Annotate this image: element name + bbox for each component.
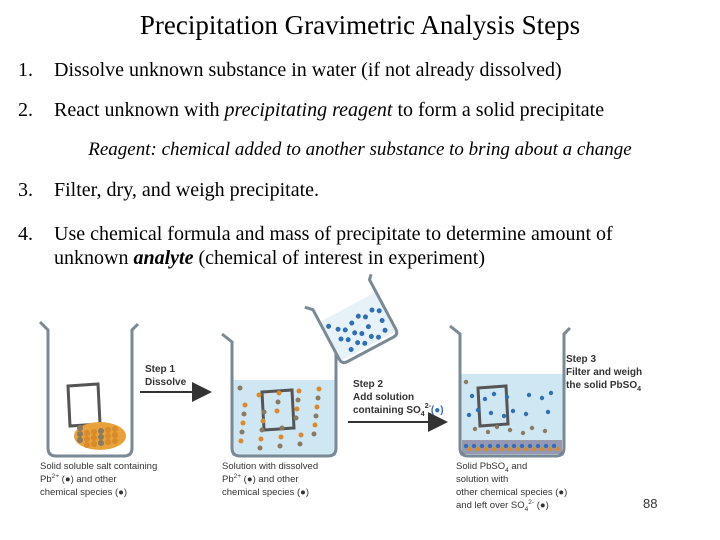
particle <box>544 444 548 448</box>
particle <box>530 426 534 430</box>
step-2-line2: containing $SO_4^{2-}(●)$ <box>353 403 444 418</box>
svg-text:Solid PbSO4 and: Solid PbSO$_4$ and <box>456 461 528 474</box>
particle <box>238 386 243 391</box>
particle <box>528 444 532 448</box>
particle <box>243 403 248 408</box>
particle <box>495 425 499 429</box>
particle <box>77 437 83 443</box>
svg-text:solution with: solution with <box>456 474 509 485</box>
particle <box>532 447 536 451</box>
particle <box>91 429 97 435</box>
particle <box>276 400 281 405</box>
beaker-1-marking <box>68 384 100 426</box>
particle <box>296 398 301 403</box>
particle <box>240 430 245 435</box>
step-3-line2: the solid PbSO$_4$ <box>566 380 642 393</box>
beaker-3 <box>450 326 570 456</box>
step-text-line1: Use chemical formula and mass of precipitate to determine amount of <box>54 223 613 245</box>
particle <box>84 436 90 442</box>
step-number: 4. <box>18 223 33 245</box>
particle <box>242 412 247 417</box>
particle <box>488 444 492 448</box>
particle <box>546 410 550 414</box>
step-text-after: (chemical of interest in experiment) <box>193 247 485 269</box>
particle <box>317 387 322 392</box>
particle <box>112 426 118 432</box>
particle <box>492 447 496 451</box>
particle <box>464 380 468 384</box>
particle <box>483 397 487 401</box>
particle <box>540 447 544 451</box>
particle <box>278 444 283 449</box>
particle <box>112 438 118 444</box>
svg-text:Solid soluble salt containing: Solid soluble salt containing <box>40 461 158 472</box>
particle <box>508 447 512 451</box>
caption-2 <box>222 461 318 498</box>
step-3-line1: Filter and weigh <box>566 367 643 378</box>
particle <box>277 391 282 396</box>
particle <box>516 447 520 451</box>
step-2-line1: Add solution <box>353 392 415 403</box>
particle <box>262 410 267 415</box>
particle <box>536 444 540 448</box>
particle <box>105 427 111 433</box>
particle <box>500 447 504 451</box>
particle <box>476 447 480 451</box>
step-text-after: to form a solid precipitate <box>392 99 605 121</box>
particle <box>508 428 512 432</box>
step-text-before: React unknown with <box>54 99 225 121</box>
particle <box>540 396 544 400</box>
particle <box>556 447 560 451</box>
particle <box>464 444 468 448</box>
step-text: Dissolve unknown substance in water (if not already dissolved) <box>54 59 562 81</box>
particle <box>260 428 265 433</box>
particle <box>470 394 474 398</box>
beaker-1 <box>40 322 138 456</box>
step-3-title: Step 3 <box>566 354 597 365</box>
particle <box>492 392 496 396</box>
particle <box>496 444 500 448</box>
particle <box>484 447 488 451</box>
particle <box>512 444 516 448</box>
particle <box>543 429 547 433</box>
particle <box>473 427 477 431</box>
particle <box>280 426 285 431</box>
caption-3 <box>456 461 567 513</box>
step-1-action: Dissolve <box>145 377 187 388</box>
step-1-title: Step 1 <box>145 364 176 375</box>
reagent-definition: Reagent: chemical added to another substance to bring about a change <box>88 139 632 160</box>
particle <box>476 408 480 412</box>
particle <box>98 440 104 446</box>
step-text-before: unknown <box>54 247 134 269</box>
particle <box>258 446 263 451</box>
particle <box>314 414 319 419</box>
caption-1 <box>40 461 157 498</box>
particle <box>552 444 556 448</box>
particle <box>468 447 472 451</box>
svg-text:Solution with dissolved: Solution with dissolved <box>222 461 319 472</box>
svg-text:chemical species (●): chemical species (●) <box>222 487 310 498</box>
particle <box>467 413 471 417</box>
particle <box>524 412 528 416</box>
particle <box>112 432 118 438</box>
particle <box>91 441 97 447</box>
particle <box>98 428 104 434</box>
particle <box>502 414 506 418</box>
particle <box>472 444 476 448</box>
particle <box>520 444 524 448</box>
particle <box>105 433 111 439</box>
step-2-title: Step 2 <box>353 379 384 390</box>
svg-text:and left over SO42- (●): and left over $SO_4^{2-}$ (●) <box>456 499 549 513</box>
particle <box>105 439 111 445</box>
particle <box>313 423 318 428</box>
precipitating-reagent-term: precipitating reagent <box>224 99 393 121</box>
reagent-solution <box>320 292 397 361</box>
particle <box>261 419 266 424</box>
step-number: 3. <box>18 179 33 201</box>
svg-text:Pb2+ (●) and other: $Pb^{2+}$ (●) and other <box>222 473 299 485</box>
particle <box>489 411 493 415</box>
particle <box>486 430 490 434</box>
step-number: 1. <box>18 59 33 81</box>
particle <box>241 421 246 426</box>
particle <box>294 416 299 421</box>
step-number: 2. <box>18 99 33 121</box>
particle <box>521 431 525 435</box>
beaker-2 <box>222 334 342 456</box>
particle <box>239 439 244 444</box>
particle <box>524 447 528 451</box>
particle <box>279 435 284 440</box>
particle <box>480 444 484 448</box>
svg-text:chemical species (●): chemical species (●) <box>40 487 128 498</box>
particle <box>315 405 320 410</box>
particle <box>299 433 304 438</box>
svg-text:Pb2+ (●) and other: $Pb^{2+}$ (●) and other <box>40 473 117 485</box>
particle <box>549 391 553 395</box>
particle <box>511 409 515 413</box>
particle <box>505 395 509 399</box>
particle <box>298 442 303 447</box>
particle <box>84 442 90 448</box>
particle <box>77 431 83 437</box>
particle <box>297 389 302 394</box>
particle <box>91 435 97 441</box>
slide-title: Precipitation Gravimetric Analysis Steps <box>139 10 581 40</box>
step-text: Filter, dry, and weigh precipitate. <box>54 179 320 201</box>
particle <box>316 396 321 401</box>
particle <box>259 437 264 442</box>
svg-text:other chemical species (●): other chemical species (●) <box>456 487 568 498</box>
particle <box>257 393 262 398</box>
particle <box>77 425 83 431</box>
particle <box>548 447 552 451</box>
particle <box>527 393 531 397</box>
particle <box>275 409 280 414</box>
slide-number: 88 <box>643 496 658 511</box>
particle <box>295 407 300 412</box>
particle <box>312 432 317 437</box>
particle <box>84 430 90 436</box>
analyte-term: analyte <box>133 247 194 269</box>
pouring-beaker <box>305 272 402 367</box>
particle <box>504 444 508 448</box>
particle <box>98 434 104 440</box>
